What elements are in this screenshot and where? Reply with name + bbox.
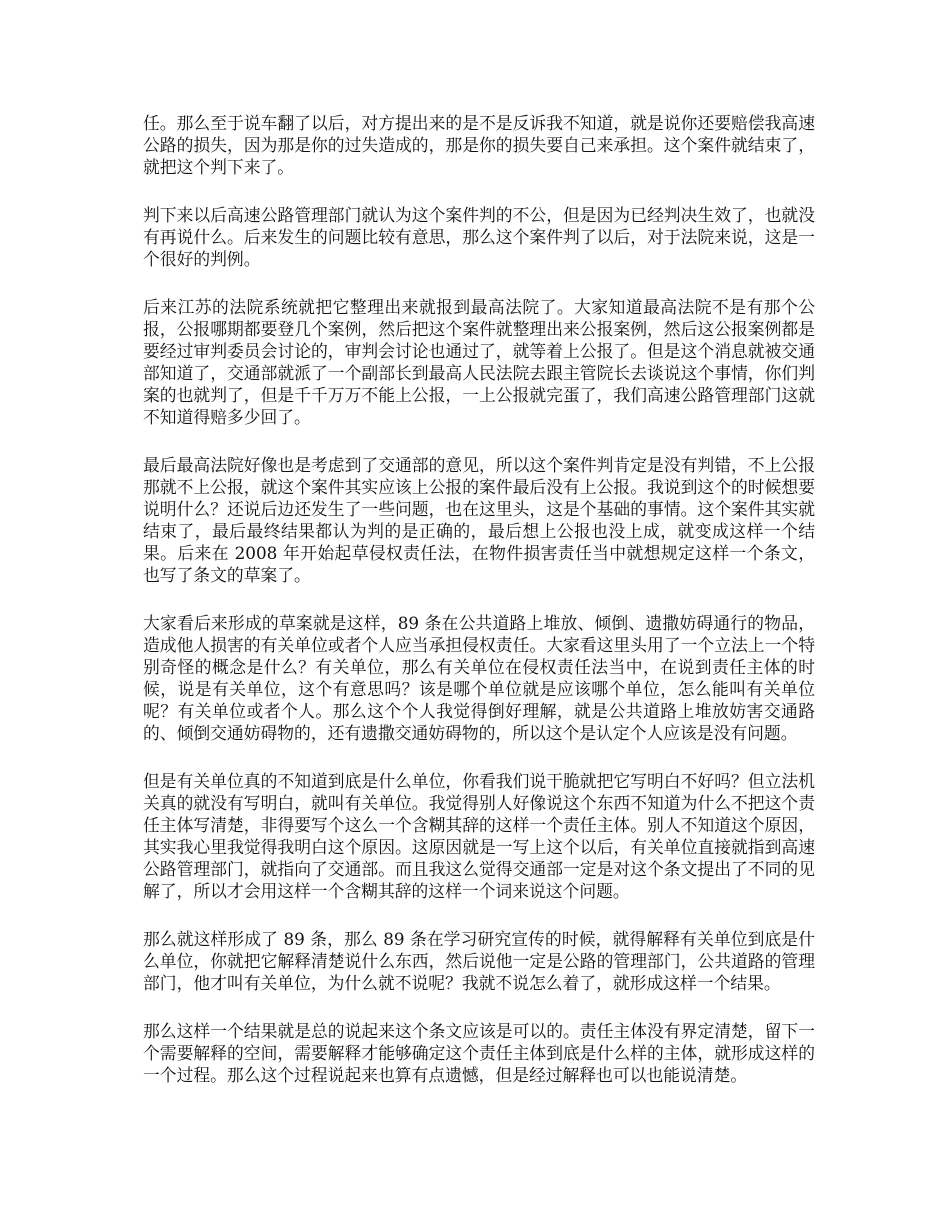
paragraph-6: 但是有关单位真的不知道到底是什么单位，你看我们说干脆就把它写明白不好吗？但立法机关真的就没有写明白，就叫有关单位。我觉得别人好像说这个东西不知道为什么不把这个责任主体写清楚，非得要写个这么一个含糊其辞的这样一个责任主体。别人不知道这个原因，其实我心里我觉得我明白这个原因。这原因就是一写上这个以后，有关单位直接就指到高速公路管理部门，就指向了交通部。而且我这么觉得交通部一定是对这个条文提出了不同的见解了，所以才会用这样一个含糊其辞的这样一个词来说这个问题。 bbox=[143, 771, 815, 901]
paragraph-2: 判下来以后高速公路管理部门就认为这个案件判的不公，但是因为已经判决生效了，也就没有再说什么。后来发生的问题比较有意思，那么这个案件判了以后，对于法院来说，这是一个很好的判例。 bbox=[143, 205, 815, 269]
paragraph-7: 那么就这样形成了 89 条，那么 89 条在学习研究宣传的时候，就得解释有关单位到底是什么单位，你就把它解释清楚说什么东西，然后说他一定是公路的管理部门，公共道路的管理部门，他才叫有关单位，为什么就不说呢？我就不说怎么着了，就形成这样一个结果。 bbox=[143, 929, 815, 993]
paragraph-8: 那么这样一个结果就是总的说起来这个条文应该是可以的。责任主体没有界定清楚，留下一个需要解释的空间，需要解释才能够确定这个责任主体到底是什么样的主体，就形成这样的一个过程。那么这个过程说起来也算有点遗憾，但是经过解释也可以也能说清楚。 bbox=[143, 1021, 815, 1085]
paragraph-4: 最后最高法院好像也是考虑到了交通部的意见，所以这个案件判肯定是没有判错，不上公报那就不上公报，就这个案件其实应该上公报的案件最后没有上公报。我说到这个的时候想要说明什么？还说后边还发生了一些问题，也在这里头，这是个基础的事情。这个案件其实就结束了，最后最终结果都认为判的是正确的，最后想上公报也没上成，就变成这样一个结果。后来在 2008 年开始起草侵权责任法，在物件损害责任当中就想规定这样一个条文，也写了条文的草案了。 bbox=[143, 455, 815, 585]
paragraph-1: 任。那么至于说车翻了以后，对方提出来的是不是反诉我不知道，就是说你还要赔偿我高速公路的损失，因为那是你的过失造成的，那是你的损失要自己来承担。这个案件就结束了，就把这个判下来了。 bbox=[143, 113, 815, 177]
paragraph-5: 大家看后来形成的草案就是这样，89 条在公共道路上堆放、倾倒、遗撒妨碍通行的物品，造成他人损害的有关单位或者个人应当承担侵权责任。大家看这里头用了一个立法上一个特别奇怪的概念是什么？有关单位，那么有关单位在侵权责任法当中，在说到责任主体的时候，说是有关单位，这个有意思吗？该是哪个单位就是应该哪个单位，怎么能叫有关单位呢？有关单位或者个人。那么这个个人我觉得倒好理解，就是公共道路上堆放妨害交通路的、倾倒交通妨碍物的，还有遗撒交通妨碍物的，所以这个是认定个人应该是没有问题。 bbox=[143, 613, 815, 743]
document-body bbox=[143, 112, 815, 1112]
paragraph-3: 后来江苏的法院系统就把它整理出来就报到最高法院了。大家知道最高法院不是有那个公报，公报哪期都要登几个案例，然后把这个案件就整理出来公报案例，然后这公报案例都是要经过审判委员会讨论的，审判会讨论也通过了，就等着上公报了。但是这个消息就被交通部知道了，交通部就派了一个副部长到最高人民法院去跟主管院长去谈说这个事情，你们判案的也就判了，但是千千万万不能上公报，一上公报就完蛋了，我们高速公路管理部门这就不知道得赔多少回了。 bbox=[143, 297, 815, 427]
